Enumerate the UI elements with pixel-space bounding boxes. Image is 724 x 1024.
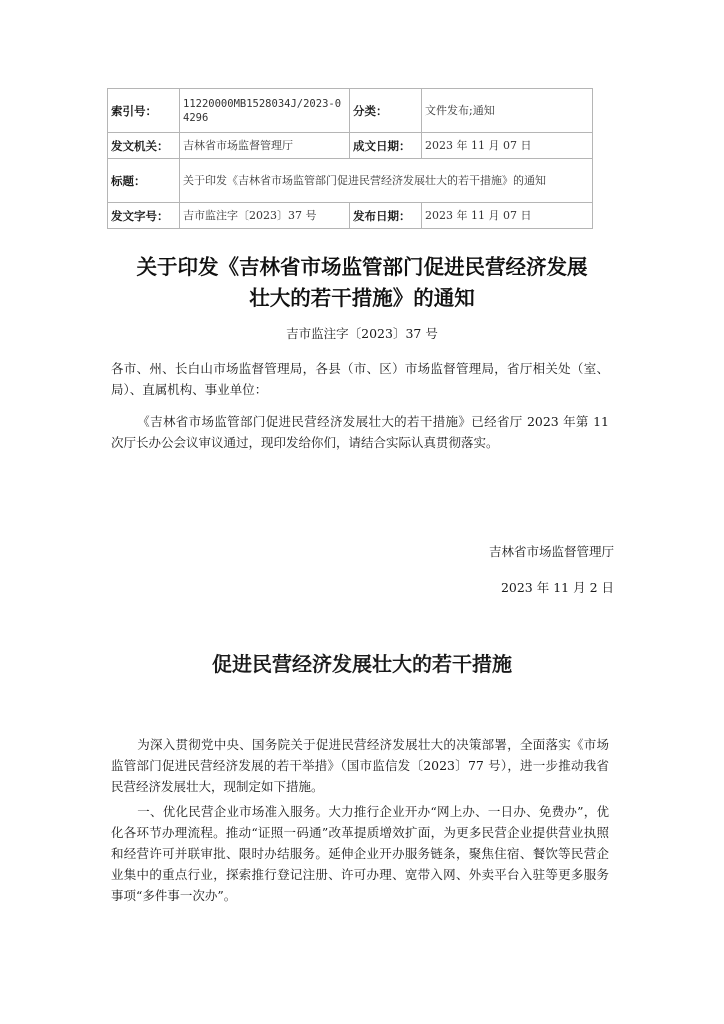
written-date-value: 2023 年 11 月 07 日: [422, 133, 593, 159]
measures-title: 促进民营经济发展壮大的若干措施: [212, 652, 512, 676]
notice-title: [100, 252, 624, 314]
document-info-table: [107, 88, 593, 229]
doc-number-label: 发文字号：: [108, 203, 180, 229]
measures-intro: 为深入贯彻党中央、国务院关于促进民营经济发展壮大的决策部署，全面落实《市场监管部门促进民营经济发展的若干举措》（国市监信发〔2023〕77 号），进一步推动我省民营经济发展壮大，现制定如下措施。: [111, 737, 609, 794]
index-value: 11220000MB1528034J/2023-04296: [180, 89, 350, 133]
notice-date: 2023 年 11 月 2 日: [500, 580, 614, 595]
category-value: 文件发布;通知: [422, 89, 593, 133]
title-label: 标题：: [108, 159, 180, 203]
doc-number: 吉市监注字〔2023〕37 号: [286, 326, 438, 341]
addressees: 各市、州、长白山市场监督管理局，各县（市、区）市场监督管理局，省厅相关处（室、局）、直属机构、事业单位：: [111, 361, 609, 397]
doc-number-value: 吉市监注字〔2023〕37 号: [180, 203, 350, 229]
written-date-label: 成文日期：: [350, 133, 422, 159]
issuer-label: 发文机关：: [108, 133, 180, 159]
issuer-value: 吉林省市场监督管理厅: [180, 133, 350, 159]
title-value: 关于印发《吉林省市场监管部门促进民营经济发展壮大的若干措施》的通知: [180, 159, 593, 203]
publish-date-label: 发布日期：: [350, 203, 422, 229]
category-label: 分类：: [350, 89, 422, 133]
notice-title-line-2: 壮大的若干措施》的通知: [249, 286, 475, 310]
signature: 吉林省市场监督管理厅: [488, 544, 614, 559]
measure-item-1: 一、优化民营企业市场准入服务。大力推行企业开办“网上办、一日办、免费办”，优化各环节办理流程。推动“证照一码通”改革提质增效扩面，为更多民营企业提供营业执照和经营许可并联审批、限时办结服务。延伸企业开办服务链条，聚焦住宿、餐饮等民营企业集中的重点行业，探索推行登记注册、许可办理、宽带入网、外卖平台入驻等更多服务事项“多件事一次办”。: [111, 804, 609, 903]
publish-date-value: 2023 年 11 月 07 日: [422, 203, 593, 229]
notice-title-line-1: 关于印发《吉林省市场监管部门促进民营经济发展: [136, 255, 588, 279]
index-label: 索引号：: [108, 89, 180, 133]
notice-body: 《吉林省市场监管部门促进民营经济发展壮大的若干措施》已经省厅 2023 年第 11 次厅长办公会议审议通过，现印发给你们，请结合实际认真贯彻落实。: [111, 414, 609, 450]
